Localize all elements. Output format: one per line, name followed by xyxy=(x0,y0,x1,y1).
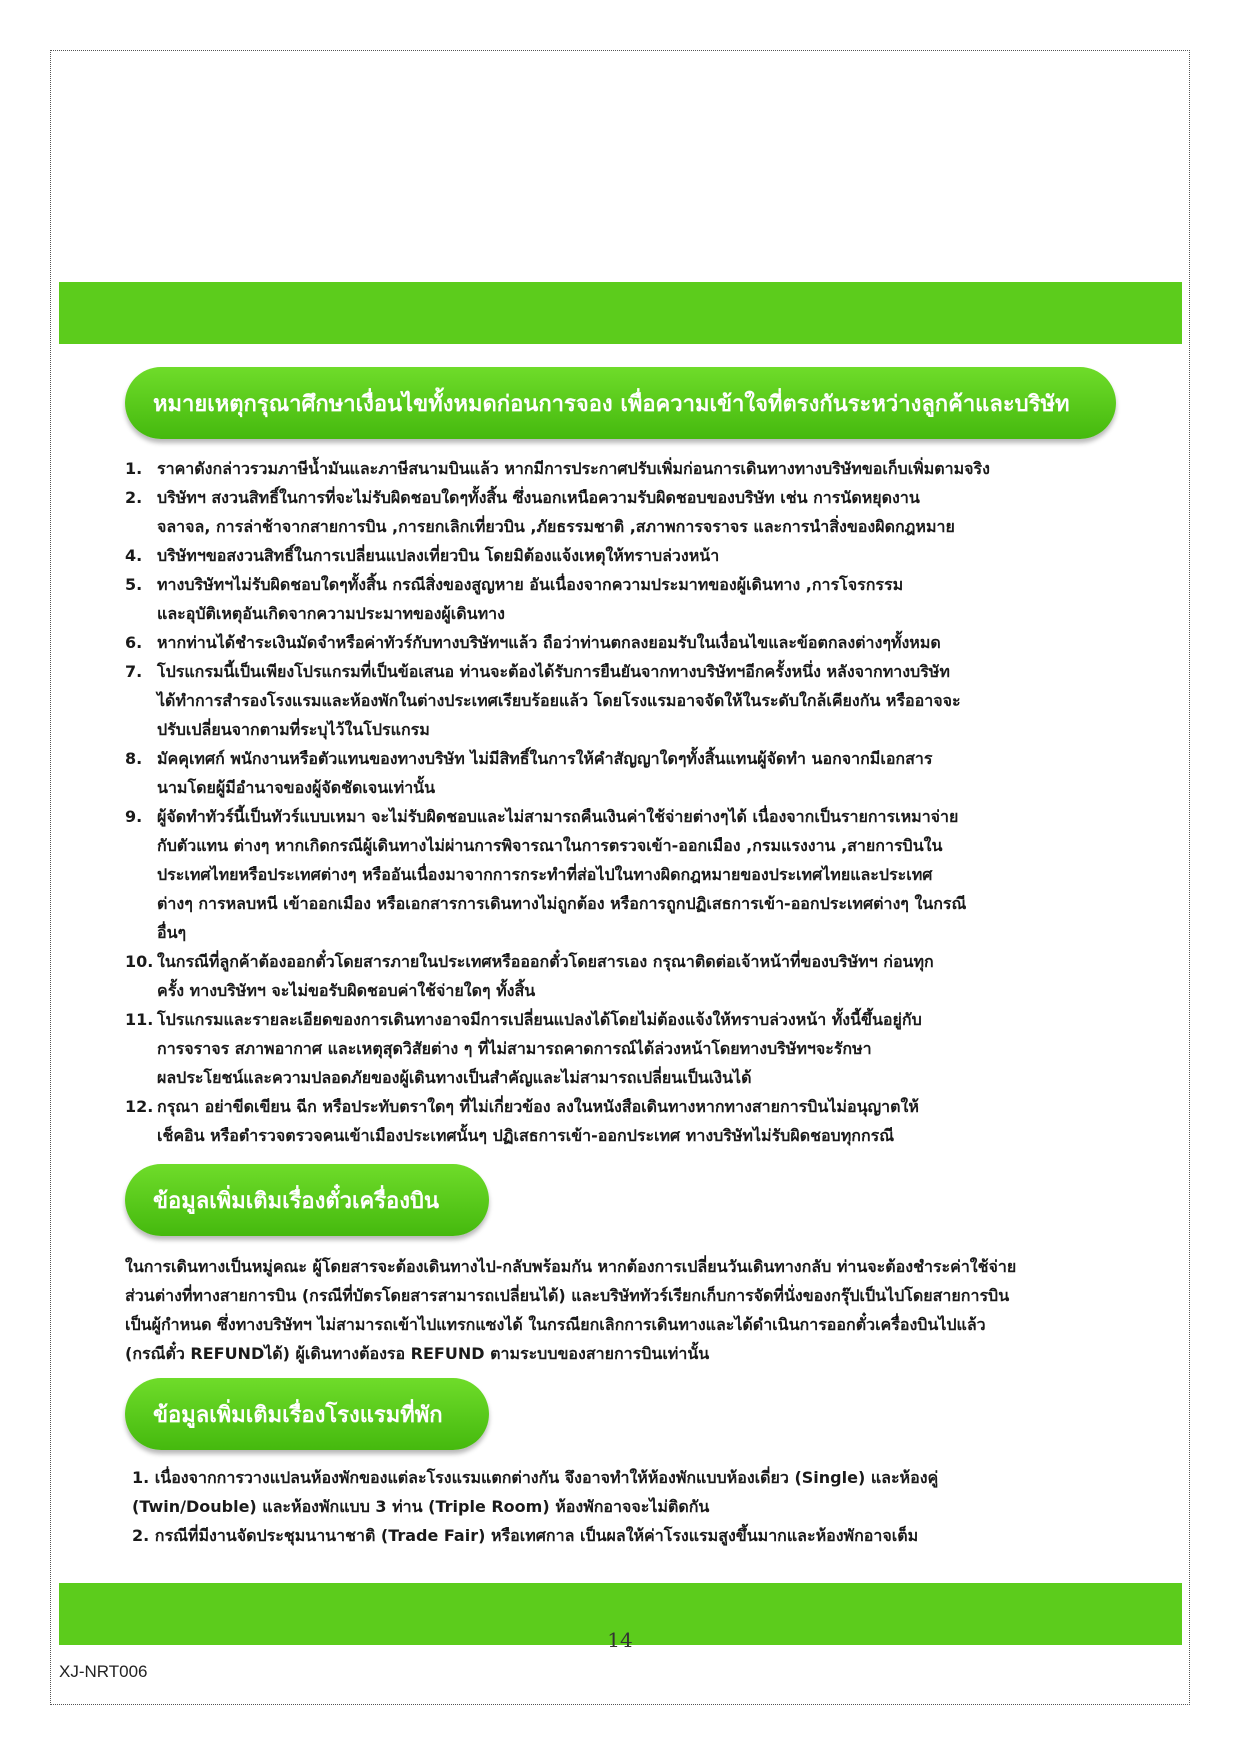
note-number: 6. xyxy=(125,633,143,652)
note-number: 5. xyxy=(125,575,143,594)
notes-list xyxy=(125,454,1125,1150)
note-item xyxy=(125,1092,1125,1150)
note-line: กรุณา อย่าขีดเขียน ฉีก หรือประทับตราใดๆ ที่ไม่เกี่ยวข้อง ลงในหนังสือเดินทางหากทางสายการบินไม่อนุญาตให้ xyxy=(157,1097,919,1116)
note-item xyxy=(125,802,1125,947)
note-number: 9. xyxy=(125,807,143,826)
note-number: 1. xyxy=(125,459,143,478)
note-line: ทางบริษัทฯไม่รับผิดชอบใดๆทั้งสิ้น กรณีสิ่งของสูญหาย อันเนื่องจากความประมาทของผู้เดินทาง ,การโจรกรรม xyxy=(157,575,904,594)
note-line: นามโดยผู้มีอำนาจของผู้จัดชัดเจนเท่านั้น xyxy=(157,778,436,797)
note-item xyxy=(125,1005,1125,1092)
note-line: ประเทศไทยหรือประเทศต่างๆ หรืออันเนื่องมาจากการกระทำที่ส่อไปในทางผิดกฎหมายของประเทศไทยและประเทศ xyxy=(157,865,933,884)
note-line: ต่างๆ การหลบหนี เข้าออกเมือง หรือเอกสารการเดินทางไม่ถูกต้อง หรือการถูกปฏิเสธการเข้า-ออกประเทศต่างๆ ในกรณี xyxy=(157,894,967,913)
note-text xyxy=(157,541,1125,570)
note-line: ผู้จัดทำทัวร์นี้เป็นทัวร์แบบเหมา จะไม่รับผิดชอบและไม่สามารถคืนเงินค่าใช้จ่ายต่างๆได้ เนื่องจากเป็นรายการเหมาจ่าย xyxy=(157,807,959,826)
note-text xyxy=(157,947,1125,1005)
ticket-heading: ข้อมูลเพิ่มเติมเรื่องตั๋วเครื่องบิน xyxy=(125,1164,489,1236)
note-line: ปรับเปลี่ยนจากตามที่ระบุไว้ในโปรแกรม xyxy=(157,720,430,739)
note-text xyxy=(157,744,1125,802)
note-number: 4. xyxy=(125,546,143,565)
hotel-heading: ข้อมูลเพิ่มเติมเรื่องโรงแรมที่พัก xyxy=(125,1378,489,1450)
ticket-line: (กรณีตั๋ว REFUNDได้) ผู้เดินทางต้องรอ REFUND ตามระบบของสายการบินเท่านั้น xyxy=(125,1344,710,1363)
note-text xyxy=(157,454,1125,483)
note-item xyxy=(125,947,1125,1005)
note-line: ราคาดังกล่าวรวมภาษีน้ำมันและภาษีสนามบินแล้ว หากมีการประกาศปรับเพิ่มก่อนการเดินทางทางบริษัทขอเก็บเพิ่มตามจริง xyxy=(157,459,990,478)
note-text xyxy=(157,657,1125,744)
note-text xyxy=(157,802,1125,947)
page-number: 14 xyxy=(607,1628,633,1652)
ticket-line: ในการเดินทางเป็นหมู่คณะ ผู้โดยสารจะต้องเดินทางไป-กลับพร้อมกัน หากต้องการเปลี่ยนวันเดินทางกลับ ท่านจะต้องชำระค่าใช้จ่าย xyxy=(125,1257,1017,1276)
ticket-paragraph xyxy=(125,1252,1125,1368)
note-line: กับตัวแทน ต่างๆ หากเกิดกรณีผู้เดินทางไม่ผ่านการพิจารณาในการตรวจเข้า-ออกเมือง ,กรมแรงงาน ,สายการบินใน xyxy=(157,836,943,855)
note-line: การจราจร สภาพอากาศ และเหตุสุดวิสัยต่าง ๆ ที่ไม่สามารถคาดการณ์ได้ล่วงหน้าโดยทางบริษัทฯจะรักษา xyxy=(157,1039,872,1058)
note-item xyxy=(125,628,1125,657)
note-line: จลาจล, การล่าช้าจากสายการบิน ,การยกเลิกเที่ยวบิน ,ภัยธรรมชาติ ,สภาพการจราจร และการนำสิ่งของผิดกฎหมาย xyxy=(157,517,955,536)
note-text xyxy=(157,1005,1125,1092)
note-line: บริษัทฯ สงวนสิทธิ์ในการที่จะไม่รับผิดชอบใดๆทั้งสิ้น ซึ่งนอกเหนือความรับผิดชอบของบริษัท เช่น การนัดหยุดงาน xyxy=(157,488,920,507)
note-text xyxy=(157,570,1125,628)
notes-heading: หมายเหตุกรุณาศึกษาเงื่อนไขทั้งหมดก่อนการจอง เพื่อความเข้าใจที่ตรงกันระหว่างลูกค้าและบริษัท xyxy=(125,367,1116,439)
document-code: XJ-NRT006 xyxy=(59,1662,148,1681)
note-number: 12. xyxy=(125,1097,154,1116)
note-text xyxy=(157,1092,1125,1150)
ticket-line: เป็นผู้กำหนด ซึ่งทางบริษัทฯ ไม่สามารถเข้าไปแทรกแซงได้ ในกรณียกเลิกการเดินทางและได้ดำเนินการออกตั๋วเครื่องบินไปแล้ว xyxy=(125,1315,986,1334)
note-line: ในกรณีที่ลูกค้าต้องออกตั๋วโดยสารภายในประเทศหรือออกตั๋วโดยสารเอง กรุณาติดต่อเจ้าหน้าที่ของบริษัทฯ ก่อนทุก xyxy=(157,952,934,971)
top-green-band xyxy=(59,282,1182,344)
note-item xyxy=(125,483,1125,541)
ticket-line: ส่วนต่างที่ทางสายการบิน (กรณีที่บัตรโดยสารสามารถเปลี่ยนได้) และบริษัททัวร์เรียกเก็บการจัดที่นั่งของกรุ๊ปเป็นไปโดยสายการบิน xyxy=(125,1286,1010,1305)
note-line: และอุบัติเหตุอันเกิดจากความประมาทของผู้เดินทาง xyxy=(157,604,505,623)
hotel-line: 2. กรณีที่มีงานจัดประชุมนานาชาติ (Trade Fair) หรือเทศกาล เป็นผลให้ค่าโรงแรมสูงขึ้นมากและห้องพักอาจเต็ม xyxy=(132,1526,919,1545)
note-item xyxy=(125,657,1125,744)
hotel-line: (Twin/Double) และห้องพักแบบ 3 ท่าน (Triple Room) ห้องพักอาจจะไม่ติดกัน xyxy=(132,1497,710,1516)
note-text xyxy=(157,628,1125,657)
note-line: หากท่านได้ชำระเงินมัดจำหรือค่าทัวร์กับทางบริษัทฯแล้ว ถือว่าท่านตกลงยอมรับในเงื่อนไขและข้อตกลงต่างๆทั้งหมด xyxy=(157,633,941,652)
hotel-paragraph xyxy=(132,1463,1132,1550)
note-line: มัคคุเทศก์ พนักงานหรือตัวแทนของทางบริษัท ไม่มีสิทธิ์ในการให้คำสัญญาใดๆทั้งสิ้นแทนผู้จัดทำ นอกจากมีเอกสาร xyxy=(157,749,933,768)
note-item xyxy=(125,541,1125,570)
note-number: 2. xyxy=(125,488,143,507)
note-number: 7. xyxy=(125,662,143,681)
note-text xyxy=(157,483,1125,541)
note-item xyxy=(125,454,1125,483)
note-item xyxy=(125,744,1125,802)
note-line: อื่นๆ xyxy=(157,923,187,942)
note-line: บริษัทฯขอสงวนสิทธิ์ในการเปลี่ยนแปลงเที่ยวบิน โดยมิต้องแจ้งเหตุให้ทราบล่วงหน้า xyxy=(157,546,720,565)
note-line: ได้ทำการสำรองโรงแรมและห้องพักในต่างประเทศเรียบร้อยแล้ว โดยโรงแรมอาจจัดให้ในระดับใกล้เคียงกัน หรืออาจจะ xyxy=(157,691,961,710)
hotel-line: 1. เนื่องจากการวางแปลนห้องพักของแต่ละโรงแรมแตกต่างกัน จึงอาจทำให้ห้องพักแบบห้องเดี่ยว (Single) และห้องคู่ xyxy=(132,1468,939,1487)
note-item xyxy=(125,570,1125,628)
note-number: 8. xyxy=(125,749,143,768)
note-line: โปรแกรมและรายละเอียดของการเดินทางอาจมีการเปลี่ยนแปลงได้โดยไม่ต้องแจ้งให้ทราบล่วงหน้า ทั้งนี้ขึ้นอยู่กับ xyxy=(157,1010,922,1029)
note-number: 10. xyxy=(125,952,154,971)
note-line: ครั้ง ทางบริษัทฯ จะไม่ขอรับผิดชอบค่าใช้จ่ายใดๆ ทั้งสิ้น xyxy=(157,981,536,1000)
note-number: 11. xyxy=(125,1010,154,1029)
note-line: เช็คอิน หรือตำรวจตรวจคนเข้าเมืองประเทศนั้นๆ ปฏิเสธการเข้า-ออกประเทศ ทางบริษัทไม่รับผิดชอบทุกกรณี xyxy=(157,1126,895,1145)
note-line: ผลประโยชน์และความปลอดภัยของผู้เดินทางเป็นสำคัญและไม่สามารถเปลี่ยนเป็นเงินได้ xyxy=(157,1068,752,1087)
note-line: โปรแกรมนี้เป็นเพียงโปรแกรมที่เป็นข้อเสนอ ท่านจะต้องได้รับการยืนยันจากทางบริษัทฯอีกครั้งหนึ่ง หลังจากทางบริษัท xyxy=(157,662,950,681)
